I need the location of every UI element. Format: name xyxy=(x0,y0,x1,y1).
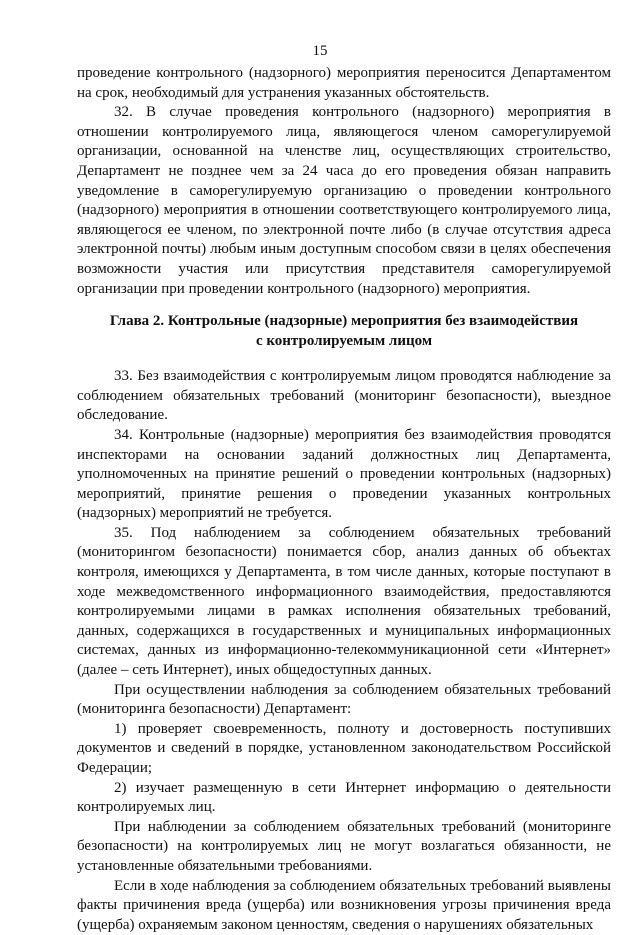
list-item-1: 1) проверяет своевременность, полноту и достоверность поступивших документов и сведений в порядке, установленном законодательством Российской Федерации; xyxy=(77,720,611,776)
paragraph-32: 32. В случае проведения контрольного (надзорного) мероприятия в отношении контролируемого лица, являющегося членом саморегулируемой организации, основанной на членстве лиц, осуществляющих строительство, Департамент не позднее чем за 24 часа до его проведения обязан направить уведомление в саморегулируемую организацию о проведении контрольного (надзорного) мероприятия в отношении соответствующего контролируемого лица, являющегося ее членом, по электронной почте либо (в случае отсутствия адреса электронной почты) любым иным доступным способом связи в целях обеспечения возможности участия или присутствия представителя саморегулируемой организации при проведении контрольного (надзорного) мероприятия. xyxy=(77,104,611,297)
paragraph-monitoring-intro: При осуществлении наблюдения за соблюдением обязательных требований (мониторинга безопасности) Департамент: xyxy=(77,681,611,718)
document-body xyxy=(77,64,611,935)
paragraph-35: 35. Под наблюдением за соблюдением обязательных требований (мониторингом безопасности) понимается сбор, анализ данных об объектах контроля, имеющихся у Департамента, в том числе данных, которые поступают в ходе межведомственного информационного взаимодействия, предоставляются контролируемыми лицами в рамках исполнения обязательных требований, данных, содержащихся в государственных и муниципальных информационных системах, данных из информационно-телекоммуникационной сети «Интернет» (далее – сеть Интернет), иных общедоступных данных. xyxy=(77,524,611,679)
paragraph-34: 34. Контрольные (надзорные) мероприятия без взаимодействия проводятся инспекторами на основании заданий должностных лиц Департамента, уполномоченных на принятие решений о проведении контрольных (надзорных) мероприятий, принятие решения о проведении указанных контрольных (надзорных) мероприятий не требуется. xyxy=(77,426,611,522)
page-number: 15 xyxy=(312,43,328,59)
paragraph-33: 33. Без взаимодействия с контролируемым лицом проводятся наблюдение за соблюдением обязательных требований (мониторинг безопасности), выездное обследование. xyxy=(77,368,611,424)
chapter-heading-line-2: с контролируемым лицом xyxy=(255,332,433,349)
paragraph-obligations: При наблюдении за соблюдением обязательных требований (мониторинге безопасности) на контролируемых лиц не могут возлагаться обязанности, не установленные обязательными требованиями. xyxy=(77,818,611,874)
paragraph-continuation: проведение контрольного (надзорного) мероприятия переносится Департаментом на срок, необходимый для устранения указанных обстоятельств. xyxy=(77,65,611,101)
chapter-heading-line-1: Глава 2. Контрольные (надзорные) мероприятия без взаимодействия xyxy=(109,313,579,330)
list-item-2: 2) изучает размещенную в сети Интернет информацию о деятельности контролируемых лиц. xyxy=(77,779,611,816)
paragraph-violations: Если в ходе наблюдения за соблюдением обязательных требований выявлены факты причинения вреда (ущерба) или возникновения угрозы причинения вреда (ущерба) охраняемым законом ценностям, сведения о нарушениях обязательных xyxy=(77,877,611,933)
chapter-heading xyxy=(77,312,611,351)
